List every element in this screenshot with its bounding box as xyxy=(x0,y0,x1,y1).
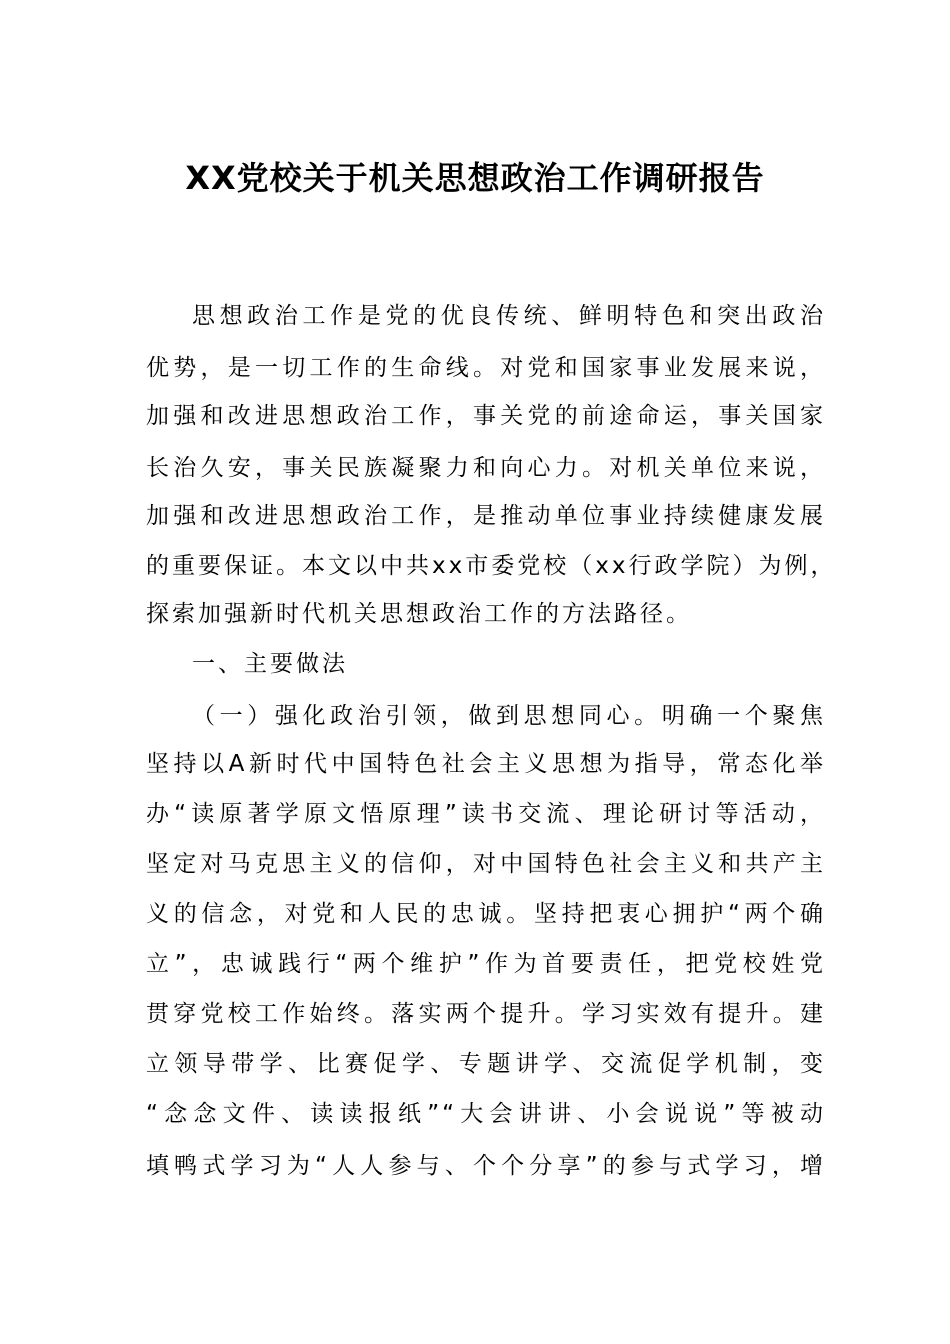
paragraph-line: 立”，忠诚践行“两个维护”作为首要责任，把党校姓党 xyxy=(146,951,826,977)
paragraph-line: 坚定对马克思主义的信仰，对中国特色社会主义和共产主 xyxy=(146,851,826,877)
paragraph-line: 办“读原著学原文悟原理”读书交流、理论研讨等活动， xyxy=(146,801,826,827)
paragraph-line: 思想政治工作是党的优良传统、鲜明特色和突出政治 xyxy=(192,303,826,329)
paragraph-line: 加强和改进思想政治工作，是推动单位事业持续健康发展 xyxy=(146,503,826,529)
paragraph-line: （一）强化政治引领，做到思想同心。明确一个聚焦 xyxy=(192,703,826,729)
paragraph-line: “念念文件、读读报纸”“大会讲讲、小会说说”等被动 xyxy=(146,1101,826,1127)
section-heading: 一、主要做法 xyxy=(192,651,348,677)
paragraph-line: 探索加强新时代机关思想政治工作的方法路径。 xyxy=(146,601,692,627)
paragraph-line: 的重要保证。本文以中共xx市委党校（xx行政学院）为例， xyxy=(146,553,837,579)
paragraph-line: 坚持以A新时代中国特色社会主义思想为指导，常态化举 xyxy=(146,751,826,777)
paragraph-line: 填鸭式学习为“人人参与、个个分享”的参与式学习，增 xyxy=(146,1153,826,1179)
document-title: XX党校关于机关思想政治工作调研报告 xyxy=(185,159,765,197)
paragraph-line: 贯穿党校工作始终。落实两个提升。学习实效有提升。建 xyxy=(146,1001,826,1027)
paragraph-line: 加强和改进思想政治工作，事关党的前途命运，事关国家 xyxy=(146,403,826,429)
paragraph-line: 长治久安，事关民族凝聚力和向心力。对机关单位来说， xyxy=(146,455,826,481)
paragraph-line: 立领导带学、比赛促学、专题讲学、交流促学机制，变 xyxy=(146,1051,826,1077)
paragraph-line: 优势，是一切工作的生命线。对党和国家事业发展来说， xyxy=(146,355,826,381)
paragraph-line: 义的信念，对党和人民的忠诚。坚持把衷心拥护“两个确 xyxy=(146,901,826,927)
